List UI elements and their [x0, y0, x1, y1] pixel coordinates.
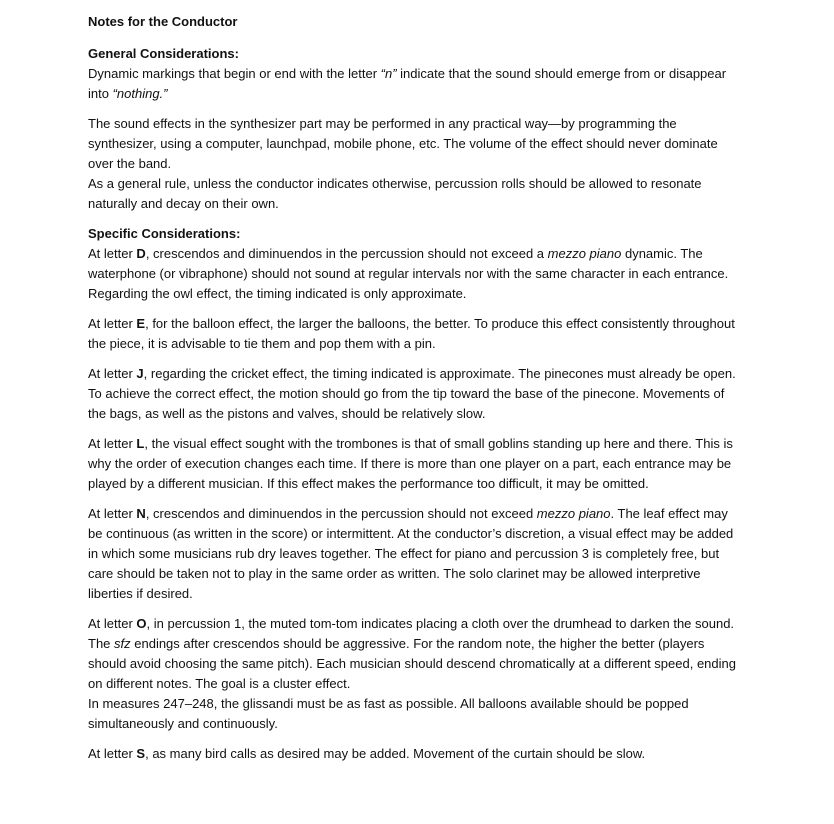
section-heading-general: General Considerations: [88, 46, 239, 61]
general-considerations-section [88, 44, 738, 214]
rehearsal-letter-o: O [136, 616, 147, 631]
text-segment: At letter [88, 436, 137, 451]
text-segment: , the visual effect sought with the trombones is that of small goblins standing up here and there. This is why the order of execution changes each time. If there is more than one player on a part, each entrance may be played by a different musician. If this effect makes the performance too difficult, it may be omitted. [88, 436, 733, 491]
text-segment: , in percussion 1, the muted tom-tom indicates placing a cloth over the drumhead to darken the sound. The [88, 616, 735, 651]
text-segment: , crescendos and diminuendos in the percussion should not exceed [145, 506, 537, 521]
paragraph-letter-d [88, 244, 738, 304]
text-segment: , as many bird calls as desired may be added. Movement of the curtain should be slow. [145, 746, 646, 761]
text-segment: dynamic. The waterphone (or vibraphone) should not sound at regular intervals nor with the same character in each entrance. Regarding the owl effect, the timing indicated is only approximate. [88, 246, 729, 301]
text-segment: . The leaf effect may be continuous (as written in the score) or intermittent. At the conductor’s discretion, a visual effect may be added in which some musicians rub dry leaves together. The effect for piano and percussion 3 is completely free, but care should be taken not to play in the same order as written. The solo clarinet may be allowed interpretive liberties if desired. [88, 506, 734, 601]
emphasis-mezzo-piano: mezzo piano [536, 506, 611, 521]
text-segment: Dynamic markings that begin or end with the letter [88, 66, 381, 81]
specific-considerations-section [88, 224, 738, 764]
text-segment: , crescendos and diminuendos in the percussion should not exceed a [145, 246, 548, 261]
paragraph-dynamic-markings [88, 64, 738, 104]
paragraph-percussion-rolls: As a general rule, unless the conductor indicates otherwise, percussion rolls should be allowed to resonate naturally and decay on their own. [88, 176, 702, 211]
text-segment: indicate that the sound should emerge from or disappear into [88, 66, 727, 101]
paragraph-letter-e [88, 314, 738, 354]
paragraph-measures-247-248: In measures 247–248, the glissandi must be as fast as possible. All balloons available should be popped simultaneously and continuously. [88, 696, 689, 731]
paragraph-synth-effects: The sound effects in the synthesizer part may be performed in any practical way—by programming the synthesizer, using a computer, launchpad, mobile phone, etc. The volume of the effect should never dominate over the band. [88, 116, 718, 171]
emphasis-sfz: sfz [114, 636, 131, 651]
rehearsal-letter-d: D [136, 246, 146, 261]
rehearsal-letter-s: S [136, 746, 146, 761]
text-segment: , for the balloon effect, the larger the balloons, the better. To produce this effect consistently throughout the piece, it is advisable to tie them and pop them with a pin. [88, 316, 735, 351]
rehearsal-letter-j: J [136, 366, 144, 381]
paragraph-letter-n [88, 504, 738, 604]
text-segment: At letter [88, 316, 137, 331]
text-segment: endings after crescendos should be aggressive. For the random note, the higher the better (players should avoid choosing the same pitch). Each musician should descend chromatically at a different speed, ending on different notes. The goal is a cluster effect. [88, 636, 736, 691]
paragraph-letter-j [88, 364, 738, 424]
rehearsal-letter-n: N [136, 506, 146, 521]
section-heading-specific: Specific Considerations: [88, 226, 241, 241]
document-page [88, 12, 738, 774]
emphasis-n: “n” [380, 66, 397, 81]
page-title: Notes for the Conductor [88, 14, 238, 29]
rehearsal-letter-e: E [136, 316, 146, 331]
paragraph-letter-s [88, 744, 738, 764]
emphasis-mezzo-piano: mezzo piano [547, 246, 622, 261]
text-segment: At letter [88, 506, 137, 521]
text-segment: , regarding the cricket effect, the timing indicated is approximate. The pinecones must already be open. To achieve the correct effect, the motion should go from the tip toward the base of the pinecone. Movements of the bags, as well as the pistons and valves, should be relatively slow. [88, 366, 736, 421]
text-segment: At letter [88, 366, 137, 381]
rehearsal-letter-l: L [136, 436, 145, 451]
paragraph-letter-l [88, 434, 738, 494]
text-segment: At letter [88, 616, 137, 631]
text-segment: At letter [88, 246, 137, 261]
paragraph-letter-o [88, 614, 738, 694]
emphasis-nothing: “nothing.” [112, 86, 168, 101]
text-segment: At letter [88, 746, 137, 761]
